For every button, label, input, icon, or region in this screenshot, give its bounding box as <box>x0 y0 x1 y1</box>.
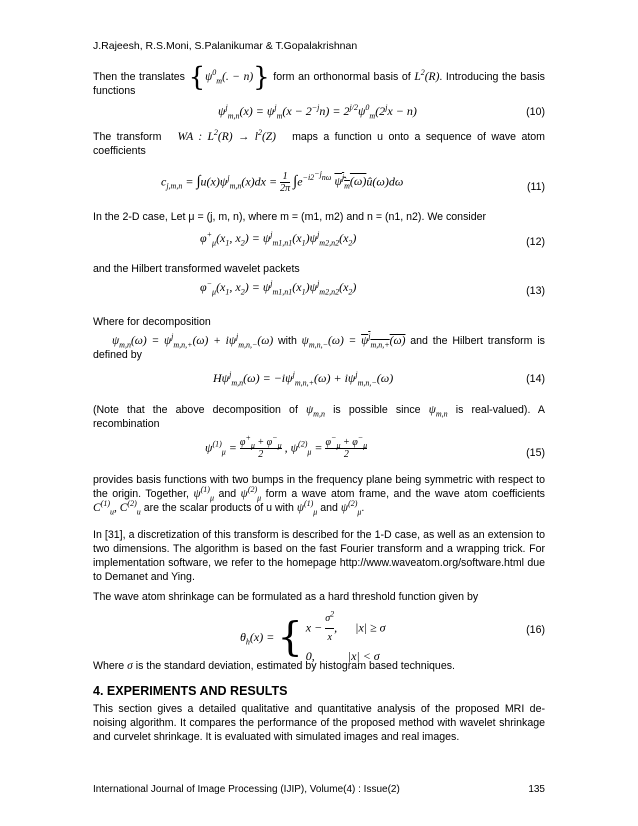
paragraph-discretization: In [31], a discretization of this transform is described for the 1-D case, as well as an extension to two dimensions. The algorithm is based on the fast Fourier transform and a wrapping trick. For implementation software, we refer to the homepage http://www.waveatom.org/software.html due to Demanet and Ying. <box>93 529 545 583</box>
paragraph-2d-case: In the 2-D case, Let μ = (j, m, n), where m = (m1, m2) and n = (n1, n2). We consider <box>93 211 487 223</box>
page-number: 135 <box>528 784 545 795</box>
equation-16: $\theta_h(x)$ = { x − $\frac{\sigma^2}{x}$, |x| ≥ σ 0, |x| < σ <box>240 609 386 663</box>
paragraph-sigma: Where σ is the standard deviation, estimated by histogram based techniques. <box>93 660 455 672</box>
equation-number-13: (13) <box>526 285 545 297</box>
paragraph-hilbert-packets: and the Hilbert transformed wavelet packets <box>93 263 300 275</box>
equation-number-12: (12) <box>526 236 545 248</box>
paragraph-translates: Then the translates {$\psi^0_m$(. − n)} form an orthonormal basis of $L^2(R)$. Introducing the basis functions <box>93 62 545 98</box>
equation-number-10: (10) <box>526 106 545 118</box>
paragraph-decomposition: Where for decomposition <box>93 316 211 328</box>
journal-footer: International Journal of Image Processing (IJIP), Volume(4) : Issue(2) <box>93 784 400 795</box>
equation-10: $\psi^j_{m,n}(x) = \psi^j_m(x - 2^{-j}n) = 2^{j/2}\psi^0_m(2^jx - n)$ <box>218 103 417 121</box>
equation-number-16: (16) <box>526 624 545 636</box>
paragraph-decomposition-formula: $\psi_{m,n}(\omega) = \psi^j_{m,n,+}(\omega) + i\psi^j_{m,n,-}(\omega)$ with $\psi_{m,n,-}(\omega) = \psi^j_{m,n,+}(\omega)$ and the Hilbert transform is defined by <box>93 332 545 361</box>
equation-11: $c_{j,m,n} = \int u(x)\psi^j_{m,n}(x)dx$ = $\frac{1}{2\pi} \int e^{-i2^{-j}n\omega}$ ψ̂$^j_m$(ω)û(ω)dω <box>161 169 404 194</box>
equation-14: $H\psi^j_{m,n}(\omega) = -i\psi^j_{m,n,+}(\omega) + i\psi^j_{m,n,-}(\omega)$ <box>213 370 394 388</box>
equation-number-15: (15) <box>526 447 545 459</box>
section-heading: 4. EXPERIMENTS AND RESULTS <box>93 684 288 698</box>
paragraph-shrinkage: The wave atom shrinkage can be formulated as a hard threshold function given by <box>93 591 479 603</box>
equation-15: $\psi^{(1)}_\mu$ = $\frac{\varphi^+_\mu + \varphi^-_\mu}{2}$ , $\psi^{(2)}_\mu$ = $\frac{\varphi^-_\mu + \varphi^-_\mu}{2}$ <box>205 433 368 460</box>
paragraph-note: (Note that the above decomposition of $\psi_{m,n}$ is possible since $\psi_{m,n}$ is real-valued). A recombination <box>93 404 545 430</box>
equation-13: $\varphi^-_\mu(x_1$, $x_2) = \psi^j_{m1,n1}(x_1)\psi^j_{m2,n2}(x_2)$ <box>200 279 357 297</box>
paragraph-experiments: This section gives a detailed qualitative and quantitative analysis of the proposed MRI de-noising algorithm. It compares the performance of the proposed method with wavelet shrinkage and curvelet shrinkage. It is evaluated with simulated images and real images. <box>93 703 545 743</box>
equation-number-11: (11) <box>526 181 545 193</box>
paragraph-transform: The transform WA : $L^2(R) \to l^2(Z)$ maps a function u onto a sequence of wave atom coefficients <box>93 128 545 157</box>
equation-12: $\varphi^+_\mu(x_1$, $x_2) = \psi^j_{m1,n1}(x_1)\psi^j_{m2,n2}(x_2)$ <box>200 230 357 248</box>
equation-number-14: (14) <box>526 373 545 385</box>
running-header: J.Rajeesh, R.S.Moni, S.Palanikumar & T.Gopalakrishnan <box>93 40 358 52</box>
paragraph-frame: provides basis functions with two bumps in the frequency plane being symmetric with respect to the origin. Together, $\psi^{(1)}_\mu$ and $\psi^{(2)}_\mu$ form a wave atom frame, and the wave atom coefficients $C^{(1)}_u$, $C^{(2)}_u$ are the scalar products of u with $\psi^{(1)}_\mu$ and $\psi^{(2)}_\mu$. <box>93 474 545 517</box>
